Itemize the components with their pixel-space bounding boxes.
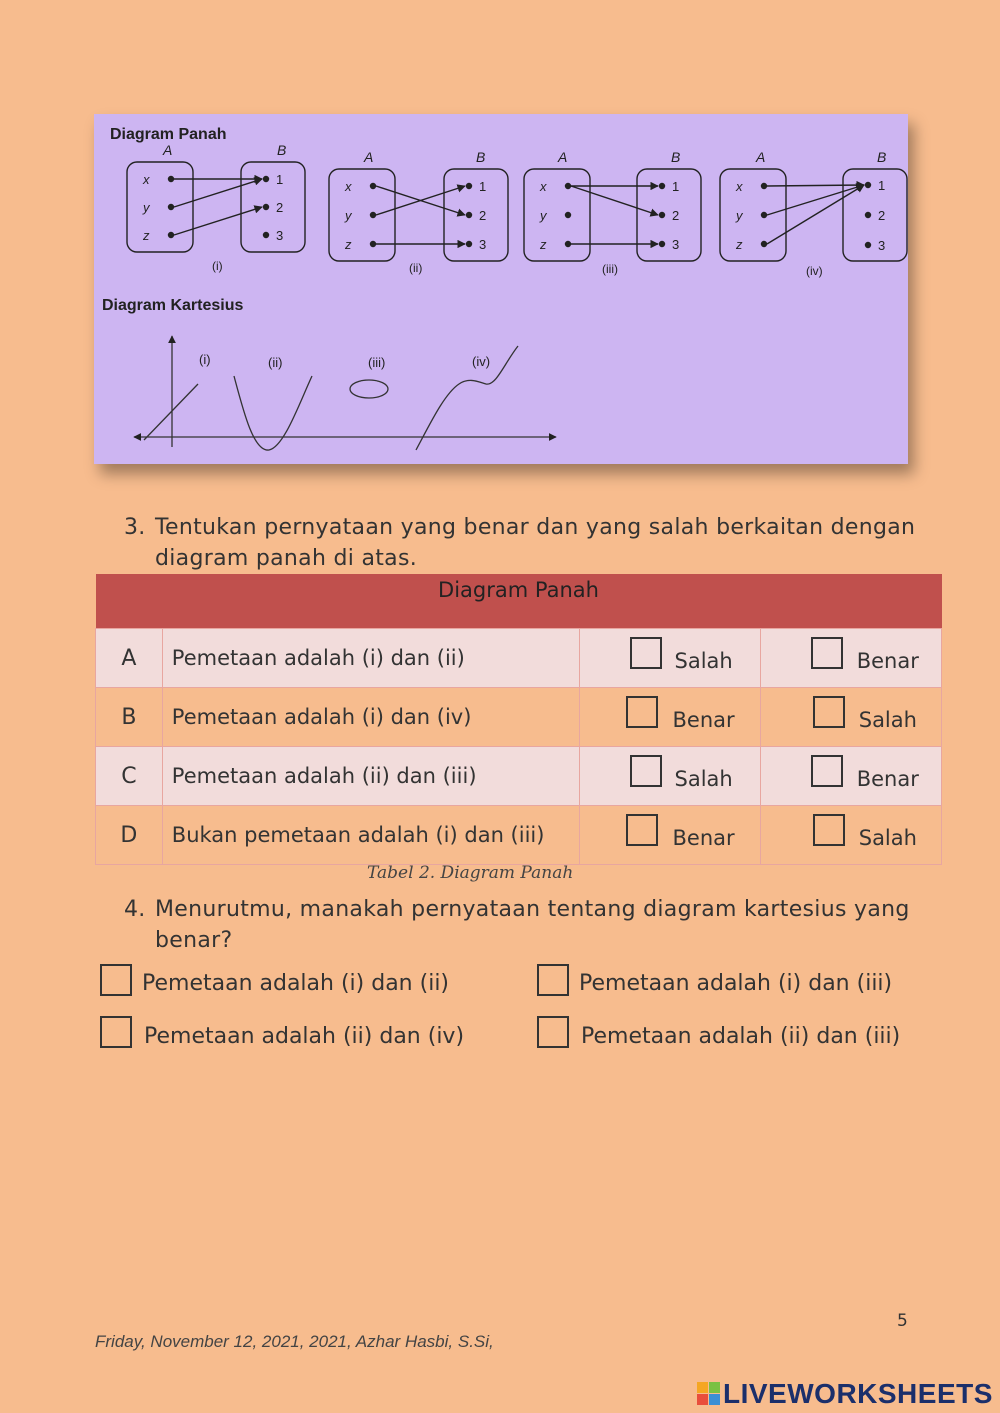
set-a-box	[524, 169, 590, 261]
set-b-box	[241, 162, 305, 252]
table-row	[96, 747, 942, 806]
domain-dot	[762, 213, 767, 218]
option-label: Benar	[856, 649, 919, 673]
row-letter: D	[96, 806, 163, 865]
graph-iv-curve	[416, 346, 518, 450]
set-b-label: B	[476, 149, 486, 165]
figure-drawing	[94, 114, 908, 464]
cartesian-graph	[134, 336, 556, 450]
codomain-dot	[660, 213, 665, 218]
codomain-element: 1	[479, 179, 487, 194]
codomain-element: 2	[479, 208, 487, 223]
choice-option[interactable]	[537, 964, 893, 998]
codomain-element: 3	[479, 237, 487, 252]
choice-option[interactable]	[100, 1016, 465, 1050]
option-label: Benar	[856, 767, 919, 791]
option-checkbox[interactable]	[626, 814, 658, 846]
function-diagrams-figure	[94, 114, 908, 464]
arrow-diagram-3	[524, 149, 701, 276]
set-a-label: A	[163, 142, 173, 158]
row-statement: Pemetaan adalah (i) dan (iv)	[162, 688, 579, 747]
arrow-diagram-title: Diagram Panah	[110, 126, 227, 143]
table-row	[96, 629, 942, 688]
option-cell	[760, 747, 941, 806]
set-a-label: A	[756, 149, 766, 165]
mapping-arrow	[767, 185, 864, 215]
question-3-line-2: diagram panah di atas.	[155, 546, 417, 571]
graph-label-iv: (iv)	[472, 354, 491, 369]
table-caption: Tabel 2. Diagram Panah	[367, 863, 574, 883]
domain-dot	[566, 213, 571, 218]
domain-element: z	[540, 237, 547, 252]
question-3-number: 3.	[124, 515, 146, 540]
row-letter: C	[96, 747, 163, 806]
question-4-number: 4.	[124, 897, 146, 922]
diagram-label: (ii)	[409, 261, 423, 275]
codomain-dot	[866, 183, 871, 188]
choice-option[interactable]	[537, 1016, 901, 1050]
choice-label: Pemetaan adalah (ii) dan (iv)	[144, 1024, 465, 1049]
diagram-label: (iv)	[806, 264, 823, 278]
option-cell	[760, 629, 941, 688]
footer-text: Friday, November 12, 2021, 2021, Azhar Hasbi, S.Si,	[95, 1332, 494, 1351]
codomain-dot	[866, 243, 871, 248]
domain-element: x	[143, 172, 150, 187]
domain-dot	[762, 184, 767, 189]
graph-ii-parabola	[234, 376, 312, 450]
row-statement: Pemetaan adalah (ii) dan (iii)	[162, 747, 579, 806]
option-label: Benar	[672, 826, 735, 850]
set-b-label: B	[671, 149, 681, 165]
domain-dot	[762, 242, 767, 247]
domain-element: y	[143, 200, 150, 215]
codomain-dot	[264, 233, 269, 238]
question-4	[124, 894, 910, 956]
option-cell	[579, 806, 760, 865]
domain-dot	[169, 233, 174, 238]
set-a-box	[127, 162, 193, 252]
row-letter: B	[96, 688, 163, 747]
domain-element: y	[345, 208, 352, 223]
choice-checkbox[interactable]	[537, 1016, 569, 1048]
set-a-label: A	[558, 149, 568, 165]
option-checkbox[interactable]	[630, 755, 662, 787]
page-number: 5	[897, 1311, 908, 1331]
set-b-box	[843, 169, 907, 261]
choice-checkbox[interactable]	[100, 964, 132, 996]
codomain-element: 3	[878, 238, 886, 253]
option-checkbox[interactable]	[813, 814, 845, 846]
codomain-dot	[660, 242, 665, 247]
option-cell	[579, 688, 760, 747]
arrow-diagram-table	[95, 574, 942, 865]
choice-checkbox[interactable]	[537, 964, 569, 996]
choice-label: Pemetaan adalah (i) dan (iii)	[579, 971, 893, 996]
option-checkbox[interactable]	[813, 696, 845, 728]
mapping-arrow	[767, 185, 864, 186]
brand-name: LIVEWORKSHEETS	[723, 1378, 993, 1409]
codomain-element: 3	[672, 237, 680, 252]
mapping-arrow	[571, 186, 658, 215]
mapping-arrow	[174, 207, 262, 235]
set-b-label: B	[877, 149, 887, 165]
set-a-label: A	[364, 149, 374, 165]
row-statement: Bukan pemetaan adalah (i) dan (iii)	[162, 806, 579, 865]
codomain-element: 2	[672, 208, 680, 223]
cartesian-diagram-title: Diagram Kartesius	[102, 297, 244, 314]
domain-dot	[371, 213, 376, 218]
choice-option[interactable]	[100, 964, 450, 998]
domain-element: x	[736, 179, 743, 194]
domain-dot	[169, 205, 174, 210]
codomain-element: 2	[878, 208, 886, 223]
arrow-diagram-1	[127, 142, 305, 273]
option-label: Salah	[674, 649, 733, 673]
domain-dot	[371, 184, 376, 189]
diagram-label: (iii)	[602, 262, 618, 276]
set-a-box	[329, 169, 395, 261]
codomain-dot	[660, 184, 665, 189]
liveworksheets-logo[interactable]	[697, 1378, 993, 1410]
option-label: Salah	[858, 708, 917, 732]
domain-dot	[566, 184, 571, 189]
choice-label: Pemetaan adalah (i) dan (ii)	[142, 971, 450, 996]
table-header: Diagram Panah	[96, 574, 942, 629]
option-checkbox[interactable]	[811, 755, 843, 787]
arrow-diagram-2	[329, 149, 508, 275]
domain-element: z	[736, 237, 743, 252]
option-cell	[760, 688, 941, 747]
set-b-label: B	[277, 142, 287, 158]
question-4-line-2: benar?	[155, 928, 233, 953]
set-a-box	[720, 169, 786, 261]
mapping-arrow	[767, 185, 864, 244]
diagram-label: (i)	[212, 259, 223, 273]
graph-iii-ellipse	[350, 380, 388, 398]
table-row	[96, 806, 942, 865]
option-cell	[579, 629, 760, 688]
row-letter: A	[96, 629, 163, 688]
codomain-dot	[467, 184, 472, 189]
option-cell	[579, 747, 760, 806]
option-label: Benar	[672, 708, 735, 732]
option-checkbox[interactable]	[811, 637, 843, 669]
domain-element: z	[143, 228, 150, 243]
question-3	[124, 512, 916, 574]
codomain-element: 1	[878, 178, 886, 193]
codomain-element: 2	[276, 200, 284, 215]
codomain-dot	[467, 242, 472, 247]
codomain-element: 3	[276, 228, 284, 243]
codomain-dot	[467, 213, 472, 218]
option-cell	[760, 806, 941, 865]
codomain-dot	[866, 213, 871, 218]
domain-element: y	[540, 208, 547, 223]
domain-dot	[169, 177, 174, 182]
choice-checkbox[interactable]	[100, 1016, 132, 1048]
graph-label-iii: (iii)	[368, 355, 386, 370]
domain-element: x	[345, 179, 352, 194]
codomain-element: 1	[276, 172, 284, 187]
table-row	[96, 688, 942, 747]
brand-squares-icon	[697, 1382, 721, 1406]
question-3-line-1: Tentukan pernyataan yang benar dan yang salah berkaitan dengan	[155, 515, 916, 540]
set-b-box	[637, 169, 701, 261]
mapping-arrow	[174, 179, 262, 207]
domain-dot	[566, 242, 571, 247]
option-checkbox[interactable]	[630, 637, 662, 669]
codomain-element: 1	[672, 179, 680, 194]
graph-label-ii: (ii)	[268, 355, 283, 370]
domain-element: y	[736, 208, 743, 223]
domain-element: x	[540, 179, 547, 194]
choice-label: Pemetaan adalah (ii) dan (iii)	[581, 1024, 901, 1049]
domain-dot	[371, 242, 376, 247]
arrow-diagram-4	[720, 149, 907, 278]
option-label: Salah	[858, 826, 917, 850]
codomain-dot	[264, 205, 269, 210]
graph-i-line	[144, 384, 198, 440]
codomain-dot	[264, 177, 269, 182]
question-4-line-1: Menurutmu, manakah pernyataan tentang diagram kartesius yang	[155, 897, 910, 922]
graph-label-i: (i)	[199, 352, 211, 367]
row-statement: Pemetaan adalah (i) dan (ii)	[162, 629, 579, 688]
option-checkbox[interactable]	[626, 696, 658, 728]
option-label: Salah	[674, 767, 733, 791]
domain-element: z	[345, 237, 352, 252]
set-b-box	[444, 169, 508, 261]
